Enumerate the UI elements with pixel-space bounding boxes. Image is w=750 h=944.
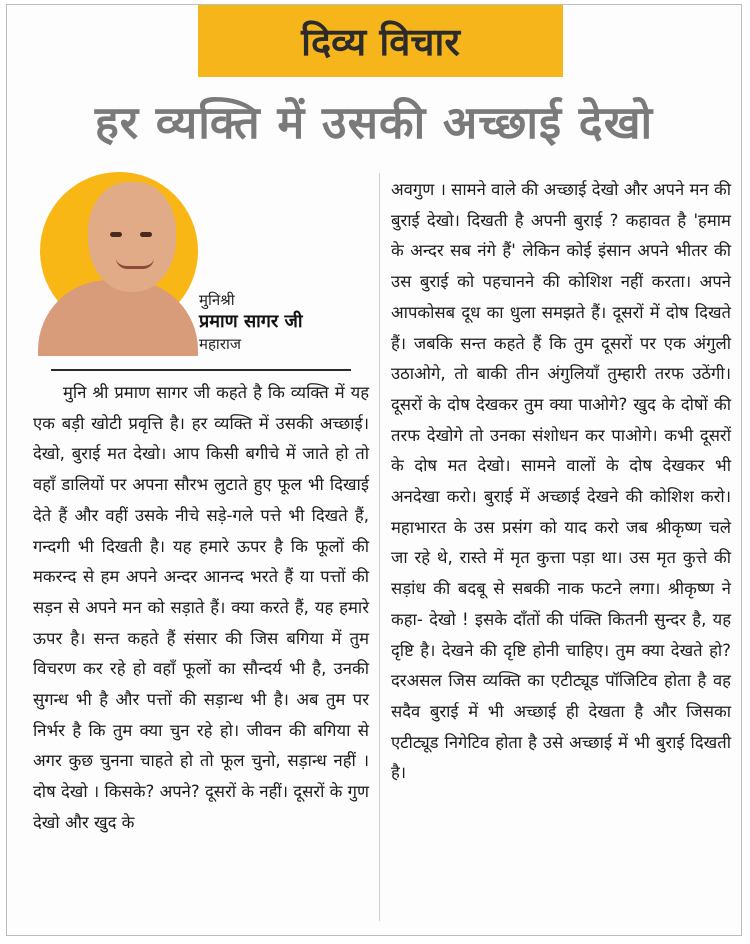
portrait-eye-right bbox=[140, 232, 152, 237]
article-column-right bbox=[391, 175, 731, 789]
section-title: दिव्य विचार bbox=[301, 20, 460, 64]
article-headline: हर व्यक्ति में उसकी अच्छाई देखो bbox=[94, 96, 654, 149]
article-paragraph-right: अवगुण । सामने वाले की अच्छाई देखो और अपने मन की बुराई देखो। दिखती है अपनी बुराई ? कहावत है 'हमाम के अन्दर सब नंगे हैं' लेकिन कोई इंसान अपने भीतर की उस बुराई को पहचानने की कोशिश नहीं करता। अपने आपकोसब दूध का धुला समझते हैं। दूसरों में दोष दिखते हैं। जबकि सन्त कहते हैं कि तुम दूसरों पर एक अंगुली उठाओगे, तो बाकी तीन अंगुलियाँ तुम्हारी तरफ उठेंगी। दूसरों के दोष देखकर तुम क्या पाओगे? खुद के दोषों की तरफ देखोगे तो उनका संशोधन कर पाओगे। कभी दूसरों के दोष मत देखो। सामने वालों के दोष देखकर भी अनदेखा करो। बुराई में अच्छाई देखने की कोशिश करो। महाभारत के उस प्रसंग को याद करो जब श्रीकृष्ण चले जा रहे थे, रास्ते में मृत कुत्ता पड़ा था। उस मृत कुत्ते की सड़ांध की बदबू से सबकी नाक फटने लगा। श्रीकृष्ण ने कहा- देखो ! इसके दाँतों की पंक्ति कितनी सुन्दर है, यह दृष्टि है। देखने की दृष्टि होनी चाहिए। तुम क्या देखते हो? दरअसल जिस व्यक्ति का एटीट्यूड पॉजिटिव होता है वह सदैव बुराई में भी अच्छाई ही देखता है और जिसका एटीट्यूड निगेटिव होता है उसे अच्छाई में भी बुराई दिखती है। bbox=[391, 180, 731, 783]
byline-suffix: महाराज bbox=[199, 335, 241, 353]
newspaper-clipping bbox=[6, 4, 742, 936]
byline-prefix: मुनिश्री bbox=[199, 291, 235, 309]
column-divider bbox=[379, 173, 380, 921]
portrait-head bbox=[88, 182, 176, 292]
portrait-eye-left bbox=[110, 232, 122, 237]
byline-name: प्रमाण सागर जी bbox=[199, 311, 303, 332]
author-byline bbox=[199, 289, 303, 355]
article-paragraph-left: मुनि श्री प्रमाण सागर जी कहते है कि व्यक्ति में यह एक बड़ी खोटी प्रवृत्ति है। हर व्यक्ति में उसकी अच्छाई। देखो, बुराई मत देखो। आप किसी बगीचे में जाते हो तो वहाँ डालियों पर अपना सौरभ लुटाते हुए फूल भी दिखाई देते हैं और वहीं उसके नीचे सड़े-गले पत्ते भी दिखते हैं, गन्दगी भी दिखती है। यह हमारे ऊपर है कि फूलों की मकरन्द से हम अपने अन्दर आनन्द भरते हैं या पत्तों की सड़न से अपने मन को सड़ाते हैं। क्या करते हैं, यह हमारे ऊपर है। सन्त कहते हैं संसार की जिस बगिया में तुम विचरण कर रहे हो वहाँ फूलों का सौन्दर्य भी है, उनकी सुगन्ध भी है और पत्तों की सड़ान्ध भी है। अब तुम पर निर्भर है कि तुम क्या चुन रहे हो। जीवन की बगिया से अगर कुछ चुनना चाहते हो तो फूल चुनो, सड़ान्ध नहीं । दोष देखो । किसके? अपने? दूसरों के नहीं। दूसरों के गुण देखो और खुद के bbox=[33, 383, 370, 832]
section-banner bbox=[198, 5, 563, 77]
article-column-left bbox=[33, 378, 369, 839]
byline-divider bbox=[51, 369, 351, 371]
author-portrait bbox=[36, 170, 198, 356]
portrait-smile bbox=[116, 258, 154, 269]
